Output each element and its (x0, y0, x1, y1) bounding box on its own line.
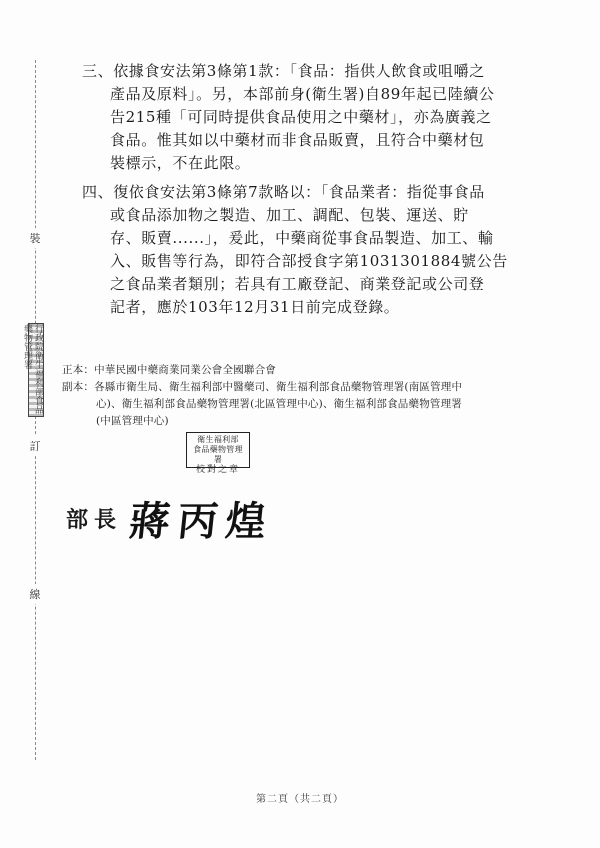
paragraph-three (82, 60, 562, 175)
paragraph-line: 食品。惟其如以中藥材而非食品販賣，且符合中藥材包 (110, 131, 485, 149)
copy-recipients-line2: 心)、衛生福利部食品藥物管理署(北區管理中心)、衛生福利部食品藥物管理署 (96, 398, 462, 410)
paragraph-four (82, 181, 562, 319)
page-number: 第二頁（共二頁） (256, 794, 344, 805)
binding-char-bottom: 線 (27, 584, 43, 604)
paragraph-line: 之食品業者類別；若具有工廠登記、商業登記或公司登 (110, 275, 485, 293)
minister-title: 部長 (66, 506, 123, 533)
minister-signature-block (66, 488, 277, 548)
stamp-line3: 校對之章 (195, 465, 240, 475)
proofreading-stamp (186, 432, 250, 475)
stamp-line1: 衛生福利部 (197, 435, 239, 444)
paragraph-line: 四、復依食安法第3條第7款略以：「食品業者：指從事食品 (82, 183, 485, 201)
document-body (82, 60, 562, 325)
paragraph-line: 裝標示，不在此限。 (110, 154, 251, 172)
copy-recipients-line3: (中區管理中心) (96, 415, 169, 427)
paragraph-line: 入、販售等行為，即符合部授食字第1031301884號公告 (110, 252, 508, 270)
paragraph-line: 或食品添加物之製造、加工、調配、包裝、運送、貯 (110, 206, 469, 224)
binding-char-middle: 訂 (27, 436, 43, 456)
paragraph-line: 記者，應於103年12月31日前完成登錄。 (110, 298, 400, 316)
recipients-block (62, 362, 562, 430)
paragraph-line: 告215種「可同時提供食品使用之中藥材」，亦為廣義之 (110, 108, 492, 126)
paragraph-line: 三、依據食安法第3條第1款：「食品：指供人飲食或咀嚼之 (82, 62, 485, 80)
paragraph-line: 產品及原料」。另，本部前身(衛生署)自89年起已陸續公 (110, 85, 495, 103)
margin-seal-stamp (22, 323, 44, 417)
copy-recipients-line1: 副本：各縣市衛生局、衛生福利部中醫藥司、衛生福利部食品藥物管理署(南區管理中 (62, 381, 463, 393)
paragraph-line: 存、販賣......」，爰此，中藥商從事食品製造、加工、輸 (110, 229, 494, 247)
binding-char-top: 裝 (27, 228, 43, 248)
stamp-line2: 食品藥物管理署 (193, 445, 243, 464)
margin-seal-text: 行政院衛生福利部食品藥物管理署 (22, 324, 43, 414)
minister-signature: 蔣丙煌 (127, 497, 277, 545)
main-recipient: 正本：中華民國中藥商業同業公會全國聯合會 (62, 364, 276, 376)
